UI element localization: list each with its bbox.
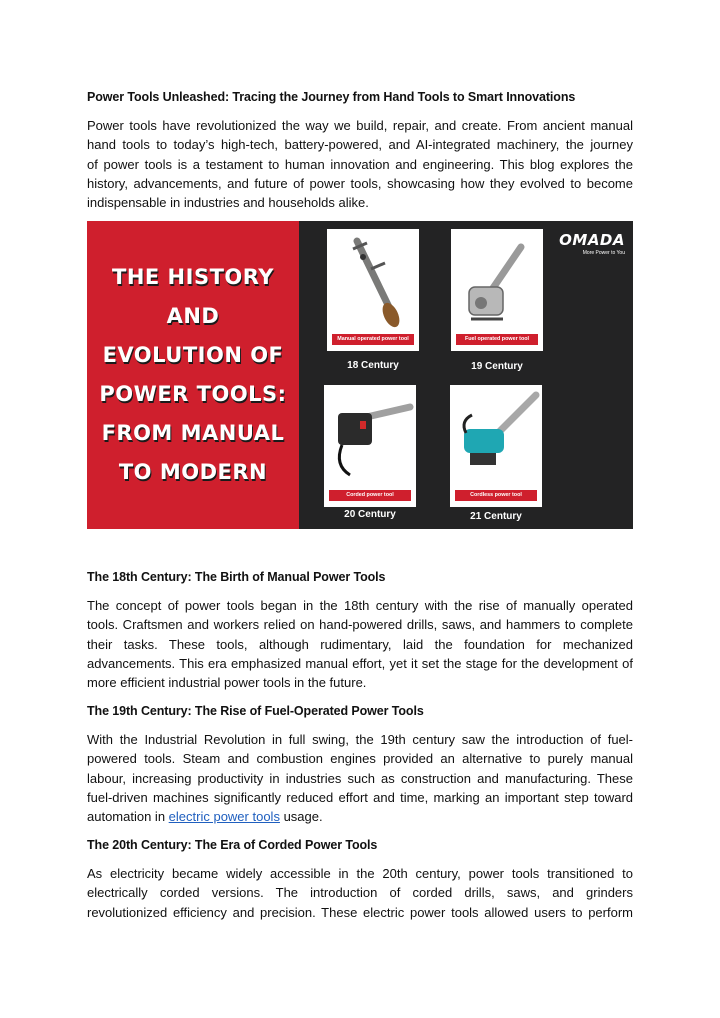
banner-title: THE HISTORY AND EVOLUTION OF POWER TOOLS: FROM MANUAL TO MODERN xyxy=(99,265,287,484)
text-line: of power tools is a testament to human innovation and engineering. This blog explores the xyxy=(87,156,633,172)
brand-tagline: More Power to You xyxy=(582,250,625,256)
text-fragment: usage. xyxy=(279,809,323,825)
tool-card-19-century xyxy=(451,229,543,351)
section-paragraph-19th xyxy=(87,730,633,826)
text-line: The concept of power tools began in the 18th century with the rise of manually operated xyxy=(87,598,633,613)
tool-tag: Corded power tool xyxy=(329,490,411,501)
text-line: tools. Craftsmen and workers relied on hand-powered drills, saws, and hammers to complete xyxy=(87,617,633,633)
intro-paragraph xyxy=(87,116,633,212)
brand-logo xyxy=(559,231,625,256)
text-line: electrically corded versions. The introduction of corded drills, saws, and grinders xyxy=(87,885,633,901)
section-heading-19th: The 19th Century: The Rise of Fuel-Operated Power Tools xyxy=(87,704,424,718)
cordless-chainsaw-icon xyxy=(450,385,542,507)
banner-tools-panel xyxy=(299,221,633,529)
section-paragraph-18th xyxy=(87,596,633,692)
text-line: history, advancements, and future of power tools, showcasing how they evolved to become xyxy=(87,175,633,191)
corded-chainsaw-icon xyxy=(324,385,416,507)
electric-power-tools-link[interactable]: electric power tools xyxy=(168,809,280,825)
tool-card-18-century xyxy=(327,229,419,351)
section-paragraph-20th xyxy=(87,864,633,922)
tool-tag: Cordless power tool xyxy=(455,490,537,501)
hand-plane-icon xyxy=(327,229,419,351)
tool-tag: Fuel operated power tool xyxy=(456,334,538,345)
text-line: indispensable in industries and households alike. xyxy=(87,195,369,211)
section-heading-20th: The 20th Century: The Era of Corded Power Tools xyxy=(87,838,378,852)
text-line: Power tools have revolutionized the way we build, repair, and create. From ancient manual xyxy=(87,118,633,133)
text-line: labour, increasing productivity in industries such as construction and manufacturing. These xyxy=(87,770,633,786)
text-line xyxy=(87,807,633,826)
gas-chainsaw-icon xyxy=(451,229,543,351)
text-line: more efficient industrial power tools in the future. xyxy=(87,675,367,691)
tool-card-21-century xyxy=(450,385,542,507)
century-label: 21 Century xyxy=(470,511,522,522)
century-label: 18 Century xyxy=(347,360,399,371)
text-line: fuel-driven machines significantly reduced effort and time, marking an important step toward xyxy=(87,789,633,805)
section-heading-18th: The 18th Century: The Birth of Manual Power Tools xyxy=(87,570,386,584)
text-line: revolutionized efficiency and precision. These electric power tools allowed users to perform xyxy=(87,904,633,920)
brand-name: OMADA xyxy=(559,231,625,249)
text-line: powered tools. Steam and combustion engines provided an alternative to purely manual xyxy=(87,751,633,767)
text-line: hand tools to today’s high-tech, battery-powered, and AI-integrated machinery, the journey xyxy=(87,137,633,153)
tool-card-20-century xyxy=(324,385,416,507)
text-line: advancements. This era emphasized manual effort, yet it set the stage for the development of xyxy=(87,655,633,671)
text-line: With the Industrial Revolution in full swing, the 19th century saw the introduction of fuel- xyxy=(87,732,633,747)
page-title: Power Tools Unleashed: Tracing the Journey from Hand Tools to Smart Innovations xyxy=(87,90,576,104)
text-line: their tasks. These tools, although rudimentary, laid the foundation for mechanized xyxy=(87,636,633,652)
text-line: As electricity became widely accessible in the 20th century, power tools transitioned to xyxy=(87,866,633,881)
century-label: 20 Century xyxy=(344,509,396,520)
history-banner-image xyxy=(87,221,633,529)
century-label: 19 Century xyxy=(471,361,523,372)
banner-title-panel xyxy=(87,221,299,529)
text-fragment: automation in xyxy=(87,809,169,825)
tool-tag: Manual operated power tool xyxy=(332,334,414,345)
